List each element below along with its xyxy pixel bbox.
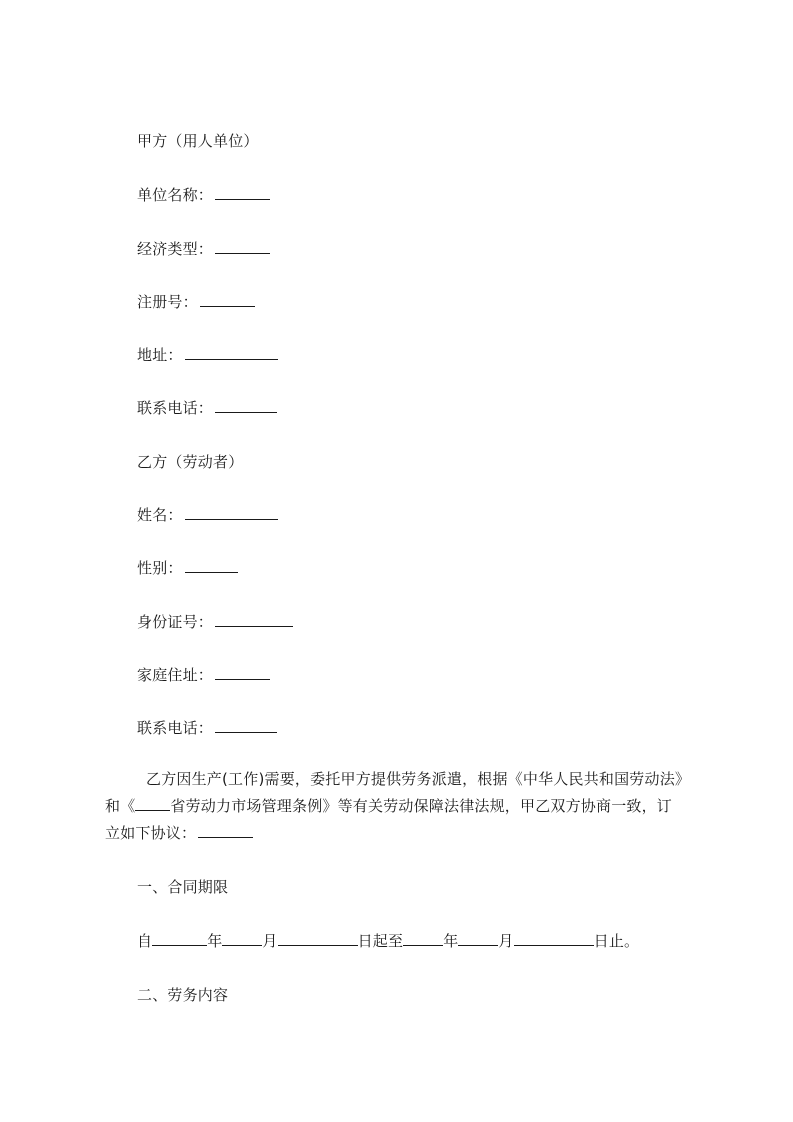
address-blank[interactable] xyxy=(185,345,278,360)
party-b-phone-label: 联系电话： xyxy=(137,719,214,737)
party-a-phone-label: 联系电话： xyxy=(137,399,214,417)
party-a-phone-blank[interactable] xyxy=(215,398,277,413)
preamble-line-2: 和《 省劳动力市场管理条例》等有关劳动保障法律法规，甲乙双方协商一致，订 xyxy=(105,797,673,815)
start-year-blank[interactable] xyxy=(152,931,207,946)
end-month-blank[interactable] xyxy=(458,931,498,946)
preamble-line-3: 立如下协议： xyxy=(105,820,725,847)
preamble-line-1: 乙方因生产(工作)需要，委托甲方提供劳务派遣，根据《中华人民共和国劳动法》 xyxy=(146,770,691,788)
home-address-blank[interactable] xyxy=(215,665,270,680)
unit-name-label: 单位名称： xyxy=(137,186,214,204)
preamble-paragraph xyxy=(105,766,725,847)
end-year-blank[interactable] xyxy=(403,931,443,946)
home-address-label: 家庭住址： xyxy=(137,666,214,684)
name-label: 姓名： xyxy=(137,506,183,524)
id-row xyxy=(137,612,293,632)
gender-label: 性别： xyxy=(137,559,183,577)
party-a-heading: 甲方（用人单位） xyxy=(137,132,259,150)
name-row xyxy=(137,505,278,525)
start-day-blank[interactable] xyxy=(278,931,358,946)
contract-term-row: 自 年 月 日起至 年 月 日止。 xyxy=(137,932,640,950)
name-blank[interactable] xyxy=(185,505,278,520)
registration-row xyxy=(137,292,255,312)
section-2-heading: 二、劳务内容 xyxy=(137,986,229,1004)
section-1-heading: 一、合同期限 xyxy=(137,878,229,896)
address-row xyxy=(137,345,278,365)
province-blank[interactable] xyxy=(135,796,170,811)
party-a-phone-row xyxy=(137,398,277,418)
id-blank[interactable] xyxy=(215,612,293,627)
registration-label: 注册号： xyxy=(137,293,198,311)
economic-type-label: 经济类型： xyxy=(137,240,214,258)
party-b-phone-row xyxy=(137,718,277,738)
unit-name-row xyxy=(137,185,270,205)
party-b-heading: 乙方（劳动者） xyxy=(137,453,244,471)
unit-name-blank[interactable] xyxy=(215,185,270,200)
start-month-blank[interactable] xyxy=(222,931,262,946)
home-address-row xyxy=(137,665,270,685)
id-label: 身份证号： xyxy=(137,613,214,631)
economic-type-blank[interactable] xyxy=(215,239,270,254)
end-day-blank[interactable] xyxy=(514,931,594,946)
economic-type-row xyxy=(137,239,270,259)
gender-blank[interactable] xyxy=(185,558,238,573)
registration-blank[interactable] xyxy=(200,292,255,307)
gender-row xyxy=(137,558,238,578)
address-label: 地址： xyxy=(137,346,183,364)
party-b-phone-blank[interactable] xyxy=(215,718,277,733)
agreement-blank[interactable] xyxy=(198,823,253,838)
